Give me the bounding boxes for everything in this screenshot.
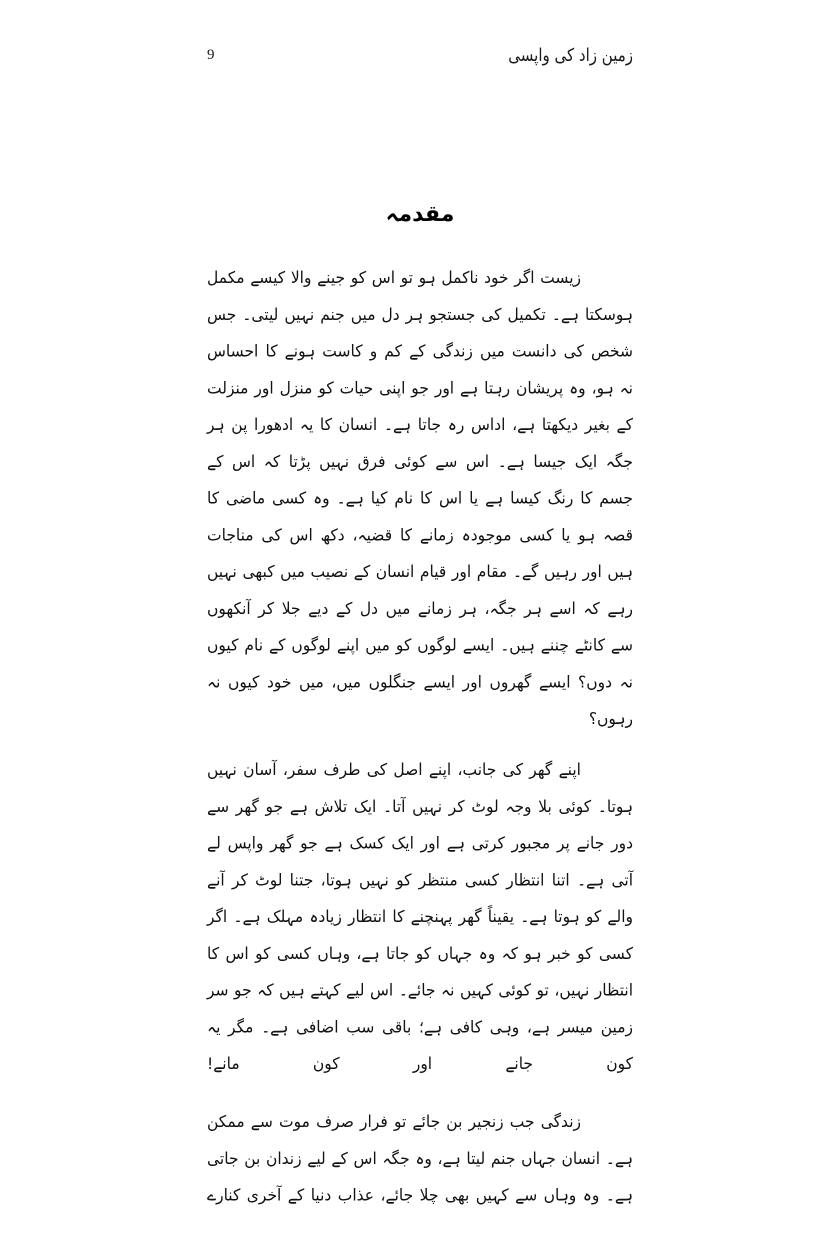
page-content (207, 200, 633, 1244)
body-paragraph: زندگی جب زنجیر بن جائے تو فرار صرف موت سے ممکن ہے۔ انسان جہاں جنم لیتا ہے، وہ جگہ اس کے لیے زندان بن جاتی ہے۔ وہ وہاں سے کہیں بھی چلا جائے، عذاب دنیا کے آخری کنارے (207, 1112, 633, 1205)
running-header (207, 42, 633, 68)
page-number: 9 (207, 47, 215, 63)
body-paragraph: اپنے گھر کی جانب، اپنے اصل کی طرف سفر، آسان نہیں ہوتا۔ کوئی بلا وجہ لوٹ کر نہیں آتا۔ ایک تلاش ہے جو گھر سے دور جانے پر مجبور کرتی ہے اور ایک کسک ہے جو گھر واپس لے آتی ہے۔ اتنا انتظار کسی منتظر کو نہیں ہوتا، جتنا لوٹ کر آنے والے کو ہوتا ہے۔ یقیناً گھر پہنچنے کا انتظار زیادہ مہلک ہے۔ اگر کسی کو خبر ہو کہ وہ جہاں کو جاتا ہے، وہاں کسی کو اس کا انتظار نہیں، تو کوئی کہیں نہ جائے۔ اس لیے کہتے ہیں کہ جو سر زمین میسر ہے، وہی کافی ہے؛ باقی سب اضافی ہے۔ مگر یہ کون جانے اور کون مانے! (207, 760, 633, 1074)
book-title: زمین زاد کی واپسی (508, 44, 633, 66)
body-paragraph: زیست اگر خود ناکمل ہو تو اس کو جینے والا کیسے مکمل ہوسکتا ہے۔ تکمیل کی جستجو ہر دل میں جنم نہیں لیتی۔ جس شخص کی دانست میں زندگی کے کم و کاست ہونے کا احساس نہ ہو، وہ پریشان رہتا ہے اور جو اپنی حیات کو منزل اور منزلت کے بغیر دیکھتا ہے، اداس رہ جاتا ہے۔ انسان کا یہ ادھورا پن ہر جگہ ایک جیسا ہے۔ اس سے کوئی فرق نہیں پڑتا کہ اس کے جسم کا رنگ کیسا ہے یا اس کا نام کیا ہے۔ وہ کسی ماضی کا قصہ ہو یا کسی موجودہ زمانے کا قضیہ، دکھ اس کی مناجات ہیں اور رہیں گے۔ مقام اور قیام انسان کے نصیب میں کبھی نہیں رہے کہ اسے ہر جگہ، ہر زمانے میں دل کے دیے جلا کر آنکھوں سے کانٹے چننے ہیں۔ ایسے لوگوں کو میں اپنے لوگوں کے نام کیوں نہ دوں؟ ایسے گھروں اور ایسے جنگلوں میں، میں خود کیوں نہ رہوں؟ (207, 268, 633, 729)
section-heading: مقدمہ (385, 202, 455, 227)
